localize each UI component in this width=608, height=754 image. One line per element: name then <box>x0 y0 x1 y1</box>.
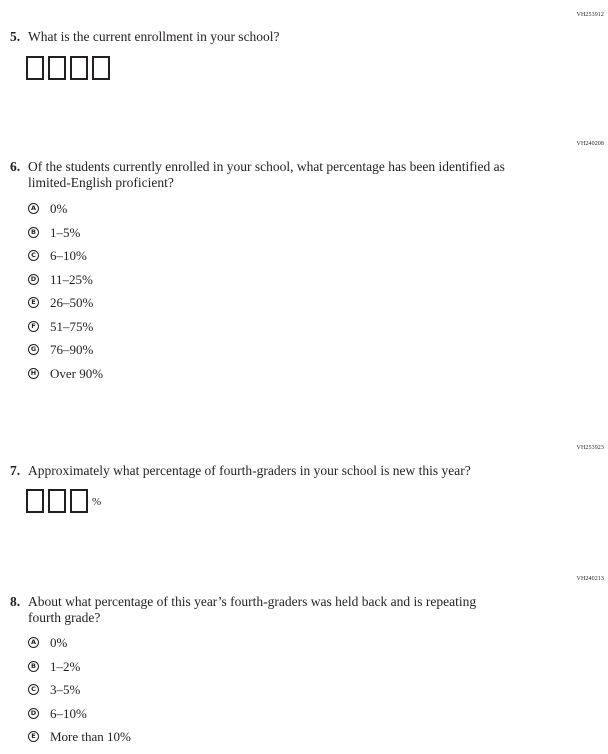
option-label: 3–5% <box>50 682 81 697</box>
question-6-option-c[interactable] <box>28 249 103 273</box>
question-6 <box>10 159 510 191</box>
percent-sign: % <box>92 496 102 508</box>
bubble-e-icon[interactable]: E <box>28 297 39 308</box>
option-label: 6–10% <box>50 248 87 263</box>
question-8-option-d[interactable] <box>28 707 131 731</box>
question-8-option-c[interactable] <box>28 683 131 707</box>
question-8-option-b[interactable] <box>28 660 131 684</box>
question-6-text: Of the students currently enrolled in your school, what percentage has been identified as limited-English proficient? <box>28 159 505 190</box>
question-8-code: VH240213 <box>576 576 604 582</box>
question-7-text: Approximately what percentage of fourth-graders in your school is new this year? <box>28 463 471 478</box>
bubble-d-icon[interactable]: D <box>28 708 39 719</box>
option-label: 51–75% <box>50 318 94 334</box>
bubble-c-icon[interactable]: C <box>28 250 39 261</box>
option-label: 1–5% <box>50 224 81 240</box>
option-label: 1–2% <box>50 658 81 674</box>
question-7-code: VH253923 <box>576 445 604 451</box>
option-label: 76–90% <box>50 342 94 357</box>
bubble-a-icon[interactable]: A <box>28 637 39 648</box>
question-6-option-a[interactable] <box>28 202 103 226</box>
bubble-a-icon[interactable]: A <box>28 203 39 214</box>
bubble-c-icon[interactable]: C <box>28 684 39 695</box>
bubble-g-icon[interactable]: G <box>28 344 39 355</box>
option-label: More than 10% <box>50 729 131 744</box>
percent-digit-box-1[interactable] <box>26 489 44 513</box>
bubble-b-icon[interactable]: B <box>28 227 39 238</box>
option-label: 0% <box>50 201 68 216</box>
percent-digit-box-2[interactable] <box>48 489 66 513</box>
bubble-b-icon[interactable]: B <box>28 661 39 672</box>
question-8-option-a[interactable] <box>28 636 131 660</box>
question-6-number: 6. <box>10 159 21 174</box>
option-label: 11–25% <box>50 271 93 287</box>
option-label: 26–50% <box>50 295 94 310</box>
question-6-option-b[interactable] <box>28 226 103 250</box>
bubble-d-icon[interactable]: D <box>28 274 39 285</box>
question-6-option-f[interactable] <box>28 320 103 344</box>
question-5 <box>10 29 510 45</box>
question-6-code: VH240208 <box>576 141 604 147</box>
question-8-options <box>28 636 131 754</box>
enrollment-entry <box>26 56 110 80</box>
question-6-option-h[interactable] <box>28 367 103 391</box>
enrollment-digit-box-1[interactable] <box>26 56 44 80</box>
question-8 <box>10 594 510 626</box>
bubble-f-icon[interactable]: F <box>28 321 39 332</box>
option-label: 6–10% <box>50 705 87 721</box>
enrollment-digit-box-2[interactable] <box>48 56 66 80</box>
question-5-code: VH253912 <box>576 12 604 18</box>
question-8-option-e[interactable] <box>28 730 131 754</box>
question-8-number: 8. <box>10 594 21 609</box>
bubble-h-icon[interactable]: H <box>28 368 39 379</box>
question-5-text: What is the current enrollment in your school? <box>28 29 280 44</box>
enrollment-digit-box-4[interactable] <box>92 56 110 80</box>
question-6-options <box>28 202 103 390</box>
percent-digit-box-3[interactable] <box>70 489 88 513</box>
question-8-text: About what percentage of this year’s fourth-graders was held back and is repeating fourth grade? <box>28 594 477 625</box>
option-label: Over 90% <box>50 365 104 381</box>
bubble-e-icon[interactable]: E <box>28 731 39 742</box>
question-7 <box>10 463 510 479</box>
question-5-number: 5. <box>10 29 21 44</box>
option-label: 0% <box>50 635 68 650</box>
question-6-option-d[interactable] <box>28 273 103 297</box>
question-6-option-e[interactable] <box>28 296 103 320</box>
enrollment-digit-box-3[interactable] <box>70 56 88 80</box>
question-7-number: 7. <box>10 463 21 478</box>
question-6-option-g[interactable] <box>28 343 103 367</box>
new-students-percent-entry <box>26 489 101 513</box>
